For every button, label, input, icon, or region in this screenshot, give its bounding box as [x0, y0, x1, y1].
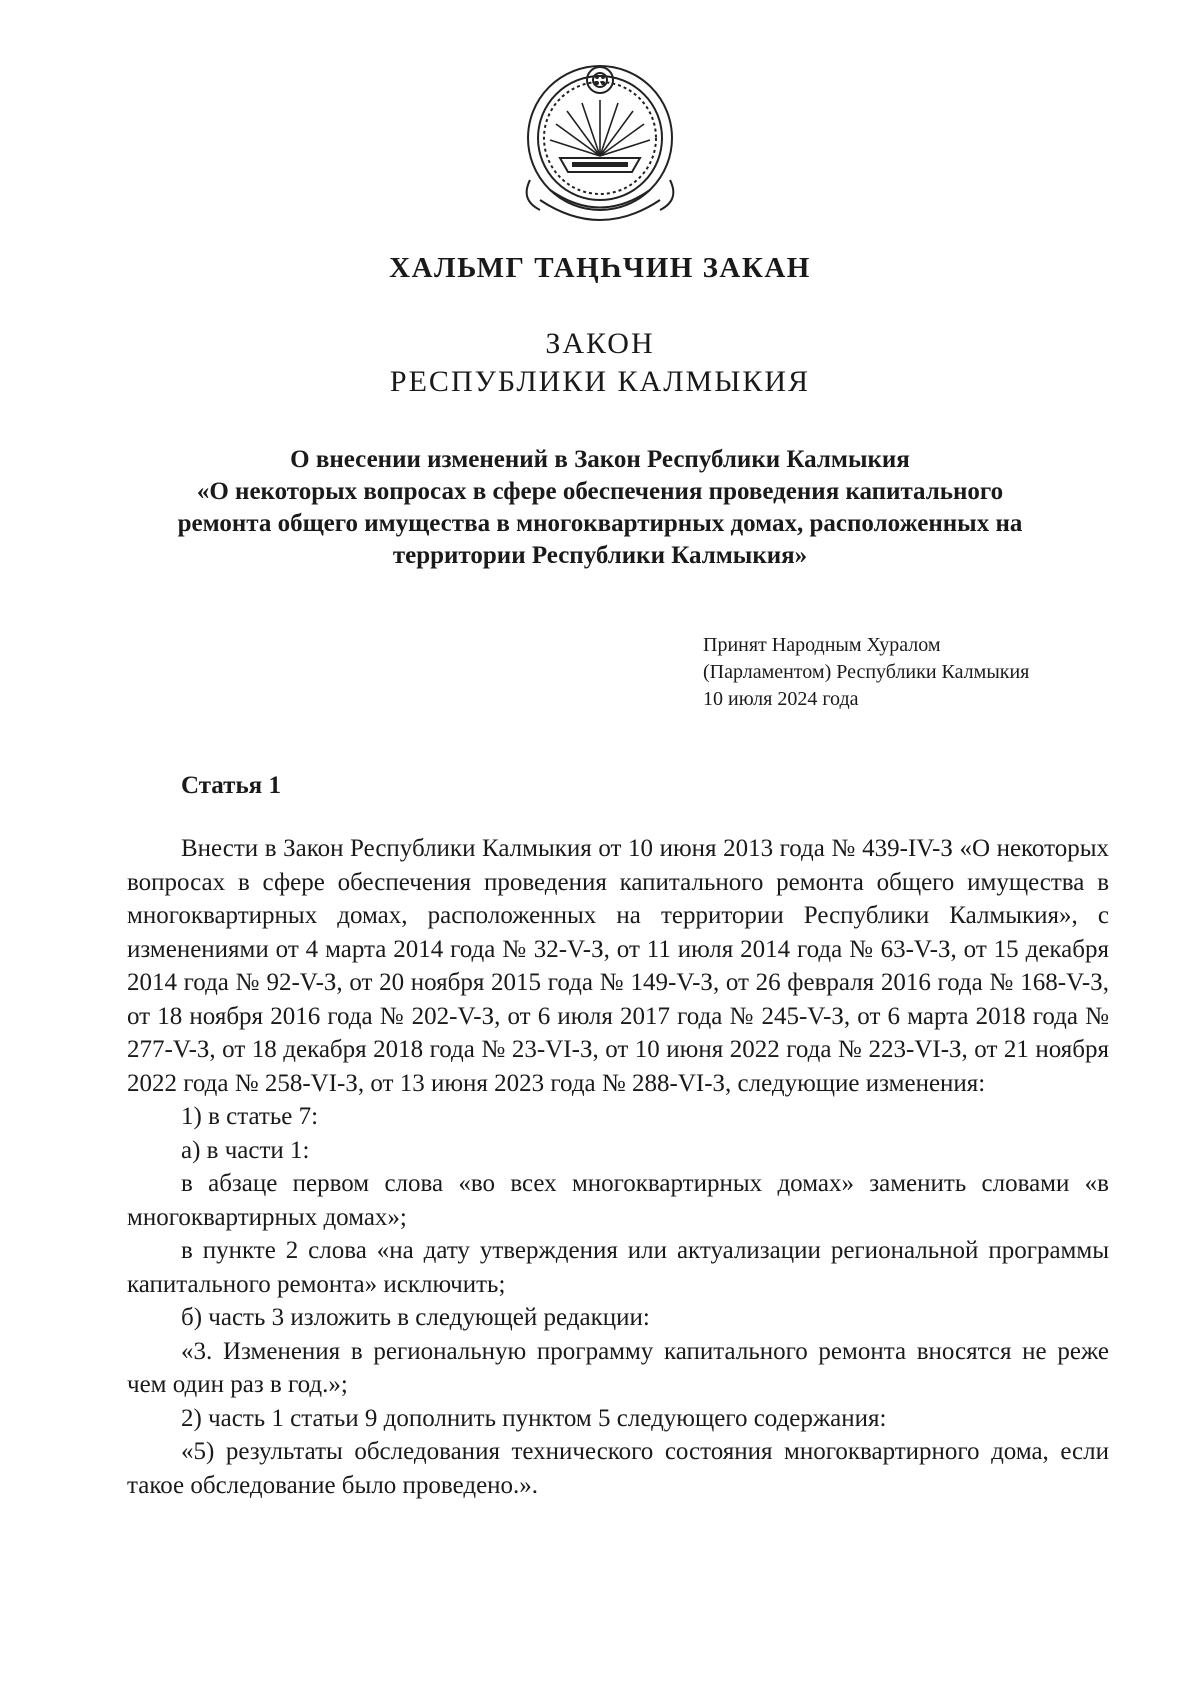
article-paragraph: 1) в статье 7: [181, 1103, 319, 1130]
title-kalmyk: ХАЛЬМГ ТАҢҺЧИН ЗАКАН [389, 252, 811, 284]
adoption-line: (Парламентом) Республики Калмыкия [703, 661, 1030, 683]
kalmykia-emblem-icon [510, 50, 690, 240]
article-paragraph: «5) результаты обследования технического состояния многоквартирного дома, если такое обследование было проведено.». [127, 1438, 1109, 1499]
law-subject-line: ремонта общего имущества в многоквартирных домах, расположенных на [177, 510, 1023, 537]
law-title [0, 325, 1200, 401]
law-subject-line: территории Республики Калмыкия» [392, 542, 808, 569]
article-body [127, 832, 1109, 1502]
law-subject-line: «О некоторых вопросах в сфере обеспечения проведения капитального [196, 478, 1004, 505]
law-title-line: РЕСПУБЛИКИ КАЛМЫКИЯ [389, 365, 811, 398]
law-subject [140, 444, 1060, 572]
article-paragraph: Внести в Закон Республики Калмыкия от 10 июня 2013 года № 439-IV-З «О некоторых вопросах в сфере обеспечения проведения капитального ремонта общего имущества в многоквартирных домах, расположенных на территории Республики Калмыкия», с изменениями от 4 марта 2014 года № 32-V-З, от 11 июля 2014 года № 63-V-З, от 15 декабря 2014 года № 92-V-З, от 20 ноября 2015 года № 149-V-З, от 26 февраля 2016 года № 168-V-З, от 18 ноября 2016 года № 202-V-З, от 6 июля 2017 года № 245-V-З, от 6 марта 2018 года № 277-V-З, от 18 декабря 2018 года № 23-VI-З, от 10 июня 2022 года № 223-VI-З, от 21 ноября 2022 года № 258-VI-З, от 13 июня 2023 года № 288-VI-З, следующие изменения: [127, 835, 1109, 1097]
adoption-date: 10 июля 2024 года [703, 688, 859, 710]
adoption-note [703, 632, 1123, 713]
article-paragraph: в абзаце первом слова «во всех многоквартирных домах» заменить словами «в многоквартирных домах»; [127, 1170, 1109, 1231]
article-paragraph: 2) часть 1 статьи 9 дополнить пунктом 5 следующего содержания: [181, 1404, 887, 1432]
adoption-line: Принят Народным Хуралом [703, 634, 941, 656]
article-paragraph: «3. Изменения в региональную программу капитального ремонта вносятся не реже чем один раз в год.»; [127, 1337, 1109, 1398]
article-heading: Статья 1 [181, 772, 281, 799]
law-title-line: ЗАКОН [545, 327, 655, 360]
article-paragraph: б) часть 3 изложить в следующей редакции: [181, 1304, 650, 1331]
law-subject-line: О внесении изменений в Закон Республики Калмыкия [290, 446, 910, 473]
article-paragraph: в пункте 2 слова «на дату утверждения или актуализации региональной программы капитального ремонта» исключить; [127, 1237, 1109, 1298]
article-paragraph: а) в части 1: [181, 1136, 310, 1164]
